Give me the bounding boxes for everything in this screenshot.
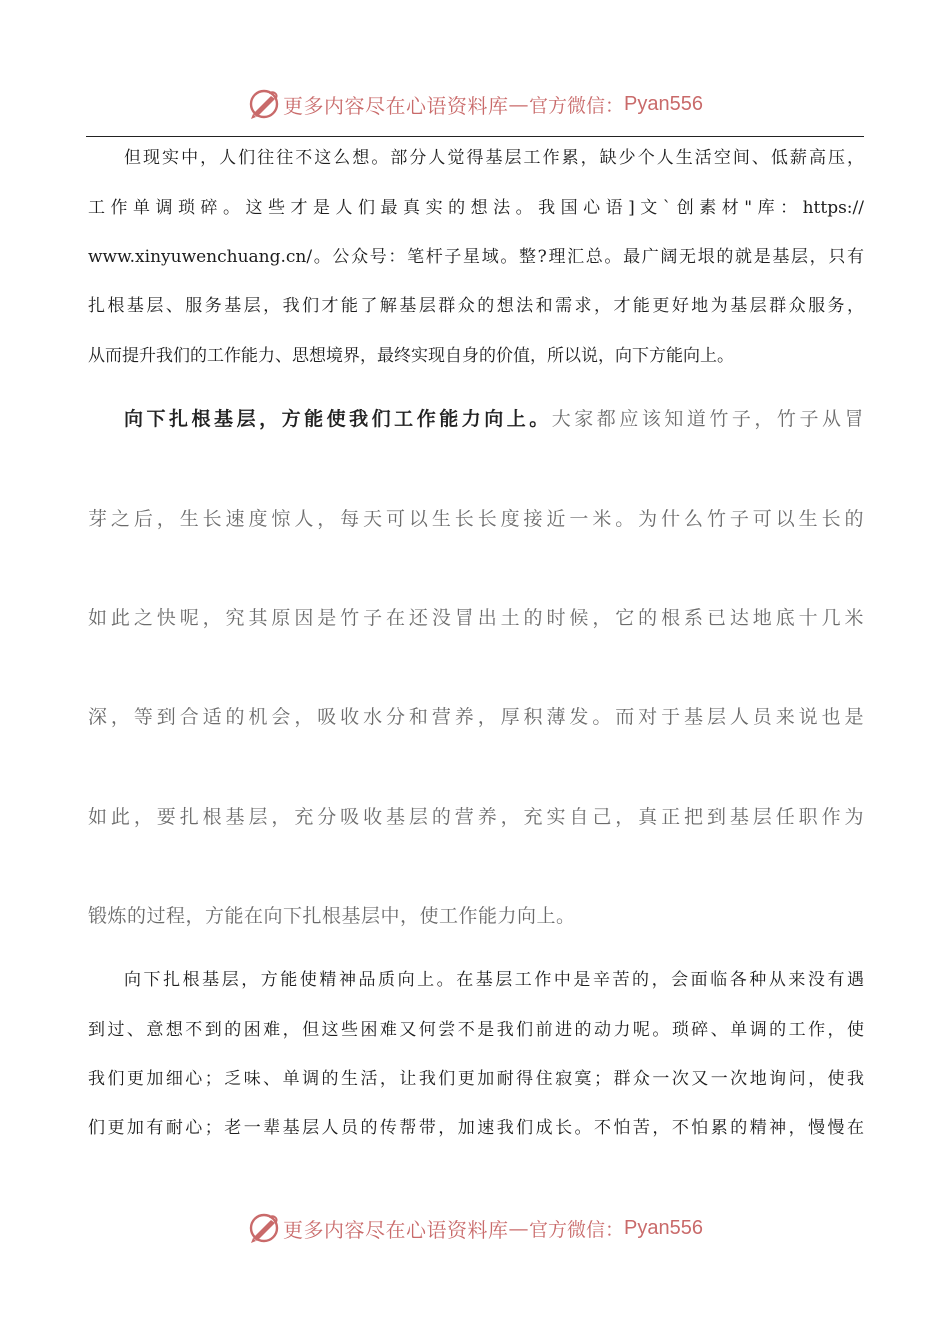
text-line: 锻炼的过程，方能在向下扎根基层中，使工作能力向上。 xyxy=(88,905,576,927)
header-brand-text: 更多内容尽在心语资料库 xyxy=(283,93,509,118)
text-line: 如此之快呢，究其原因是竹子在还没冒出土的时候，它的根系已达地底十几米 xyxy=(88,607,864,629)
text-line: 到过、意想不到的困难，但这些困难又何尝不是我们前进的动力呢。琐碎、单调的工作，使 xyxy=(88,1020,864,1040)
text-line: www.xinyuwenchuang.cn/。公众号：笔杆子星域。整?理汇总。最广阔无垠的就是基层，只有 xyxy=(88,247,864,267)
header-wechat-id: Pyan556 xyxy=(624,92,703,115)
footer-brand-text: 更多内容尽在心语资料库 xyxy=(283,1217,509,1242)
paragraph-2-lead: 向下扎根基层，方能使我们工作能力向上。 xyxy=(124,408,552,430)
text-line: 们更加有耐心；老一辈基层人员的传帮带，加速我们成长。不怕苦，不怕累的精神，慢慢在 xyxy=(88,1118,864,1138)
header-banner xyxy=(0,84,950,124)
text-line xyxy=(88,406,864,432)
text-line: 扎根基层、服务基层，我们才能了解基层群众的想法和需求，才能更好地为基层群众服务， xyxy=(88,296,864,316)
footer-dash: — xyxy=(508,1216,529,1240)
footer-wechat-id: Pyan556 xyxy=(624,1216,703,1239)
header-divider xyxy=(86,136,864,137)
footer-banner xyxy=(0,1208,950,1248)
text-line: 工作单调琐碎。这些才是人们最真实的想法。我国心语]文`创素材"库：https:// xyxy=(88,198,864,218)
paragraph-2-line1-rest: 大家都应该知道竹子，竹子从冒 xyxy=(551,408,864,430)
pen-logo-icon xyxy=(247,87,281,121)
footer-wechat-label: 官方微信： xyxy=(529,1218,625,1241)
text-line: 向下扎根基层，方能使精神品质向上。在基层工作中是辛苦的，会面临各种从来没有遇 xyxy=(124,970,864,990)
text-line: 如此，要扎根基层，充分吸收基层的营养，充实自己，真正把到基层任职作为 xyxy=(88,806,864,828)
text-line: 深，等到合适的机会，吸收水分和营养，厚积薄发。而对于基层人员来说也是 xyxy=(88,706,864,728)
text-line: 从而提升我们的工作能力、思想境界，最终实现自身的价值，所以说，向下方能向上。 xyxy=(88,346,734,366)
header-wechat-label: 官方微信： xyxy=(529,94,625,117)
text-line: 我们更加细心；乏味、单调的生活，让我们更加耐得住寂寞；群众一次又一次地询问，使我 xyxy=(88,1069,864,1089)
header-dash: — xyxy=(508,92,529,116)
text-line: 芽之后，生长速度惊人，每天可以生长长度接近一米。为什么竹子可以生长的 xyxy=(88,508,864,530)
pen-logo-icon xyxy=(247,1211,281,1245)
text-line: 但现实中，人们往往不这么想。部分人觉得基层工作累，缺少个人生活空间、低薪高压， xyxy=(124,148,864,168)
